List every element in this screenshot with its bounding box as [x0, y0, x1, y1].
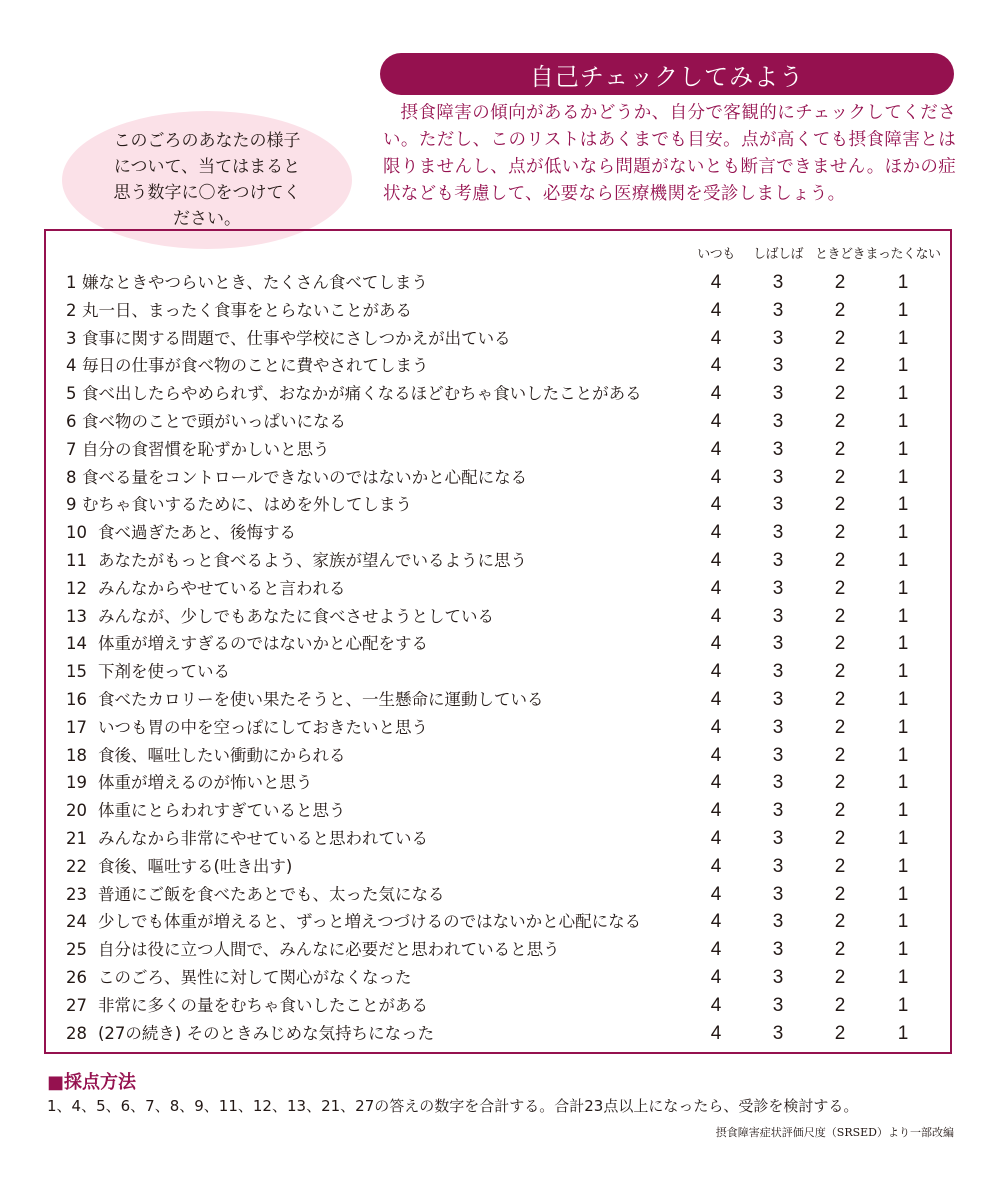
- score-sometimes[interactable]: 2: [834, 383, 846, 405]
- score-often[interactable]: 3: [772, 661, 784, 683]
- score-often[interactable]: 3: [772, 883, 784, 905]
- question-number: 23: [66, 884, 87, 904]
- score-never[interactable]: 1: [897, 549, 909, 571]
- question-row: [46, 630, 950, 658]
- score-often[interactable]: 3: [772, 966, 784, 988]
- question-text: 体重が増えるのが怖いと思う: [98, 773, 313, 793]
- question-text: 体重にとらわれすぎていると思う: [98, 801, 346, 821]
- score-never[interactable]: 1: [897, 994, 909, 1016]
- question-row: [46, 575, 950, 603]
- score-never[interactable]: 1: [897, 772, 909, 794]
- column-header-always: いつも: [697, 247, 735, 262]
- question-row: [46, 519, 950, 547]
- score-never[interactable]: 1: [897, 716, 909, 738]
- score-never[interactable]: 1: [897, 966, 909, 988]
- question-number: 21: [66, 828, 87, 848]
- score-often[interactable]: 3: [772, 1022, 784, 1044]
- score-never[interactable]: 1: [897, 827, 909, 849]
- score-always[interactable]: 4: [710, 827, 722, 849]
- question-text: 食後、嘔吐したい衝動にかられる: [98, 745, 346, 765]
- score-sometimes[interactable]: 2: [834, 327, 846, 349]
- score-sometimes[interactable]: 2: [834, 355, 846, 377]
- score-always[interactable]: 4: [710, 911, 722, 933]
- score-never[interactable]: 1: [897, 466, 909, 488]
- question-row: [46, 797, 950, 825]
- question-number: 26: [66, 967, 87, 987]
- score-often[interactable]: 3: [772, 605, 784, 627]
- question-text: 食べたカロリーを使い果たそうと、一生懸命に運動している: [98, 689, 544, 709]
- score-always[interactable]: 4: [710, 1022, 722, 1044]
- question-number: 16: [66, 689, 87, 709]
- score-often[interactable]: 3: [772, 466, 784, 488]
- score-never[interactable]: 1: [897, 327, 909, 349]
- question-text: あなたがもっと食べるよう、家族が望んでいるように思う: [98, 550, 527, 570]
- question-text: 少しでも体重が増えると、ずっと増えつづけるのではないかと心配になる: [98, 912, 642, 932]
- score-sometimes[interactable]: 2: [834, 744, 846, 766]
- question-text: 食べ過ぎたあと、後悔する: [98, 523, 296, 543]
- question-number: 22: [66, 856, 87, 876]
- question-number: 3: [66, 328, 77, 348]
- score-never[interactable]: 1: [897, 661, 909, 683]
- score-sometimes[interactable]: 2: [834, 410, 846, 432]
- question-number: 28: [66, 1023, 87, 1043]
- score-always[interactable]: 4: [710, 355, 722, 377]
- question-row: [46, 992, 950, 1020]
- question-number: 6: [66, 411, 77, 431]
- score-sometimes[interactable]: 2: [834, 688, 846, 710]
- score-often[interactable]: 3: [772, 800, 784, 822]
- question-number: 14: [66, 634, 87, 654]
- score-often[interactable]: 3: [772, 633, 784, 655]
- score-never[interactable]: 1: [897, 883, 909, 905]
- instruction-text: このごろのあなたの様子について、当てはまると思う数字に〇をつけてください。: [113, 131, 301, 229]
- question-text: 食べ出したらやめられず、おなかが痛くなるほどむちゃ食いしたことがある: [82, 384, 642, 404]
- question-row: [46, 380, 950, 408]
- question-number: 7: [66, 439, 77, 459]
- question-number: 15: [66, 662, 87, 682]
- question-row: [46, 825, 950, 853]
- score-sometimes[interactable]: 2: [834, 633, 846, 655]
- question-text: 自分の食習慣を恥ずかしいと思う: [82, 439, 330, 459]
- score-sometimes[interactable]: 2: [834, 827, 846, 849]
- question-row: [46, 1020, 950, 1048]
- score-sometimes[interactable]: 2: [834, 549, 846, 571]
- score-never[interactable]: 1: [897, 438, 909, 460]
- question-row: [46, 686, 950, 714]
- score-sometimes[interactable]: 2: [834, 494, 846, 516]
- score-never[interactable]: 1: [897, 577, 909, 599]
- question-text: 自分は役に立つ人間で、みんなに必要だと思われていると思う: [98, 940, 560, 960]
- question-text: いつも胃の中を空っぽにしておきたいと思う: [98, 717, 428, 737]
- score-never[interactable]: 1: [897, 522, 909, 544]
- score-never[interactable]: 1: [897, 688, 909, 710]
- score-never[interactable]: 1: [897, 355, 909, 377]
- score-often[interactable]: 3: [772, 299, 784, 321]
- score-always[interactable]: 4: [710, 772, 722, 794]
- score-often[interactable]: 3: [772, 272, 784, 293]
- score-often[interactable]: 3: [772, 494, 784, 516]
- score-often[interactable]: 3: [772, 327, 784, 349]
- question-row: [46, 908, 950, 936]
- question-text: 毎日の仕事が食べ物のことに費やされてしまう: [82, 356, 429, 376]
- score-always[interactable]: 4: [710, 855, 722, 877]
- score-always[interactable]: 4: [710, 744, 722, 766]
- score-always[interactable]: 4: [710, 883, 722, 905]
- question-number: 8: [66, 467, 77, 487]
- score-often[interactable]: 3: [772, 744, 784, 766]
- score-often[interactable]: 3: [772, 855, 784, 877]
- source-note: 摂食障害症状評価尺度（SRSED）より一部改編: [715, 1126, 954, 1139]
- score-always[interactable]: 4: [710, 994, 722, 1016]
- question-number: 13: [66, 606, 87, 626]
- question-number: 27: [66, 995, 87, 1015]
- score-sometimes[interactable]: 2: [834, 577, 846, 599]
- score-always[interactable]: 4: [710, 577, 722, 599]
- score-always[interactable]: 4: [710, 800, 722, 822]
- question-number: 20: [66, 801, 87, 821]
- score-sometimes[interactable]: 2: [834, 272, 846, 293]
- score-often[interactable]: 3: [772, 716, 784, 738]
- score-often[interactable]: 3: [772, 911, 784, 933]
- question-text: 嫌なときやつらいとき、たくさん食べてしまう: [82, 273, 428, 292]
- question-row: [46, 464, 950, 492]
- scoring-heading: ■採点方法: [47, 1072, 137, 1093]
- score-sometimes[interactable]: 2: [834, 939, 846, 961]
- question-number: 5: [66, 384, 77, 404]
- question-number: 9: [66, 495, 77, 515]
- question-row: [46, 325, 950, 353]
- question-row: [46, 297, 950, 325]
- score-sometimes[interactable]: 2: [834, 883, 846, 905]
- score-always[interactable]: 4: [710, 494, 722, 516]
- score-sometimes[interactable]: 2: [834, 438, 846, 460]
- score-often[interactable]: 3: [772, 577, 784, 599]
- question-row: [46, 491, 950, 519]
- question-text: (27の続き) そのときみじめな気持ちになった: [98, 1023, 435, 1043]
- question-row: [46, 714, 950, 742]
- question-number: 25: [66, 940, 87, 960]
- score-always[interactable]: 4: [710, 549, 722, 571]
- score-always[interactable]: 4: [710, 438, 722, 460]
- question-text: 食べ物のことで頭がいっぱいになる: [82, 411, 346, 431]
- question-text: 食事に関する問題で、仕事や学校にさしつかえが出ている: [82, 328, 511, 348]
- score-sometimes[interactable]: 2: [834, 966, 846, 988]
- score-always[interactable]: 4: [710, 383, 722, 405]
- page-title: 自己チェックしてみよう: [380, 53, 954, 95]
- score-often[interactable]: 3: [772, 438, 784, 460]
- question-text: みんなが、少しでもあなたに食べさせようとしている: [98, 606, 494, 626]
- question-text: みんなから非常にやせていると思われている: [98, 828, 428, 848]
- score-never[interactable]: 1: [897, 494, 909, 516]
- question-number: 2: [66, 300, 77, 320]
- score-often[interactable]: 3: [772, 522, 784, 544]
- score-often[interactable]: 3: [772, 410, 784, 432]
- score-always[interactable]: 4: [710, 327, 722, 349]
- question-text: 食後、嘔吐する(吐き出す): [98, 856, 293, 876]
- question-number: 19: [66, 773, 87, 793]
- score-sometimes[interactable]: 2: [834, 772, 846, 794]
- question-row: [46, 853, 950, 881]
- score-sometimes[interactable]: 2: [834, 716, 846, 738]
- score-often[interactable]: 3: [772, 994, 784, 1016]
- score-never[interactable]: 1: [897, 939, 909, 961]
- score-always[interactable]: 4: [710, 272, 722, 293]
- score-always[interactable]: 4: [710, 966, 722, 988]
- score-sometimes[interactable]: 2: [834, 994, 846, 1016]
- question-row: [46, 436, 950, 464]
- score-sometimes[interactable]: 2: [834, 911, 846, 933]
- score-never[interactable]: 1: [897, 605, 909, 627]
- score-always[interactable]: 4: [710, 633, 722, 655]
- score-always[interactable]: 4: [710, 716, 722, 738]
- score-always[interactable]: 4: [710, 688, 722, 710]
- score-never[interactable]: 1: [897, 633, 909, 655]
- question-text: 下剤を使っている: [98, 662, 230, 682]
- question-row: [46, 547, 950, 575]
- question-text: このごろ、異性に対して関心がなくなった: [98, 967, 412, 987]
- score-sometimes[interactable]: 2: [834, 661, 846, 683]
- intro-text: 摂食障害の傾向があるかどうか、自分で客観的にチェックしてください。ただし、このリストはあくまでも目安。点が高くても摂食障害とは限りませんし、点が低いなら問題がないとも断言できません。ほかの症状なども考慮して、必要なら医療機関を受診しましょう。: [383, 103, 956, 204]
- score-sometimes[interactable]: 2: [834, 800, 846, 822]
- question-number: 18: [66, 745, 87, 765]
- score-never[interactable]: 1: [897, 383, 909, 405]
- column-headers: [46, 243, 950, 265]
- question-text: 普通にご飯を食べたあとでも、太った気になる: [98, 884, 445, 904]
- question-row: [46, 269, 950, 297]
- question-number: 10: [66, 523, 87, 543]
- score-always[interactable]: 4: [710, 661, 722, 683]
- score-always[interactable]: 4: [710, 410, 722, 432]
- question-text: 丸一日、まったく食事をとらないことがある: [82, 300, 412, 320]
- score-always[interactable]: 4: [710, 466, 722, 488]
- question-text: 食べる量をコントロールできないのではないかと心配になる: [82, 467, 528, 487]
- question-row: [46, 881, 950, 909]
- question-row: [46, 352, 950, 380]
- question-row: [46, 769, 950, 797]
- scoring-text: 1、4、5、6、7、8、9、11、12、13、21、27の答えの数字を合計する。合計23点以上になったら、受診を検討する。: [47, 1097, 859, 1115]
- score-sometimes[interactable]: 2: [834, 855, 846, 877]
- score-always[interactable]: 4: [710, 939, 722, 961]
- column-header-sometimes: ときどき: [814, 247, 865, 262]
- question-list: [46, 269, 950, 1047]
- score-always[interactable]: 4: [710, 605, 722, 627]
- question-number: 12: [66, 578, 87, 598]
- score-sometimes[interactable]: 2: [834, 299, 846, 321]
- score-never[interactable]: 1: [897, 744, 909, 766]
- score-never[interactable]: 1: [897, 800, 909, 822]
- score-often[interactable]: 3: [772, 939, 784, 961]
- score-always[interactable]: 4: [710, 299, 722, 321]
- score-often[interactable]: 3: [772, 772, 784, 794]
- question-text: むちゃ食いするために、はめを外してしまう: [82, 495, 412, 515]
- score-often[interactable]: 3: [772, 549, 784, 571]
- score-never[interactable]: 1: [897, 855, 909, 877]
- question-row: [46, 742, 950, 770]
- score-sometimes[interactable]: 2: [834, 466, 846, 488]
- checklist-table: [44, 229, 952, 1054]
- score-never[interactable]: 1: [897, 299, 909, 321]
- question-number: 4: [66, 356, 77, 376]
- question-number: 24: [66, 912, 87, 932]
- score-always[interactable]: 4: [710, 522, 722, 544]
- question-text: 非常に多くの量をむちゃ食いしたことがある: [98, 995, 428, 1015]
- score-sometimes[interactable]: 2: [834, 605, 846, 627]
- question-text: 体重が増えすぎるのではないかと心配をする: [98, 634, 428, 654]
- question-row: [46, 964, 950, 992]
- score-sometimes[interactable]: 2: [834, 522, 846, 544]
- question-number: 1: [66, 273, 77, 292]
- question-number: 17: [66, 717, 87, 737]
- score-never[interactable]: 1: [897, 1022, 909, 1044]
- score-often[interactable]: 3: [772, 688, 784, 710]
- score-sometimes[interactable]: 2: [834, 1022, 846, 1044]
- column-header-often: しばしば: [752, 247, 803, 262]
- column-header-never: まったくない: [865, 247, 941, 262]
- score-often[interactable]: 3: [772, 827, 784, 849]
- question-number: 11: [66, 550, 87, 570]
- question-text: みんなからやせていると言われる: [98, 578, 346, 598]
- question-row: [46, 936, 950, 964]
- score-often[interactable]: 3: [772, 355, 784, 377]
- score-never[interactable]: 1: [897, 911, 909, 933]
- score-never[interactable]: 1: [897, 410, 909, 432]
- score-never[interactable]: 1: [897, 272, 909, 293]
- question-row: [46, 603, 950, 631]
- question-row: [46, 658, 950, 686]
- score-often[interactable]: 3: [772, 383, 784, 405]
- question-row: [46, 408, 950, 436]
